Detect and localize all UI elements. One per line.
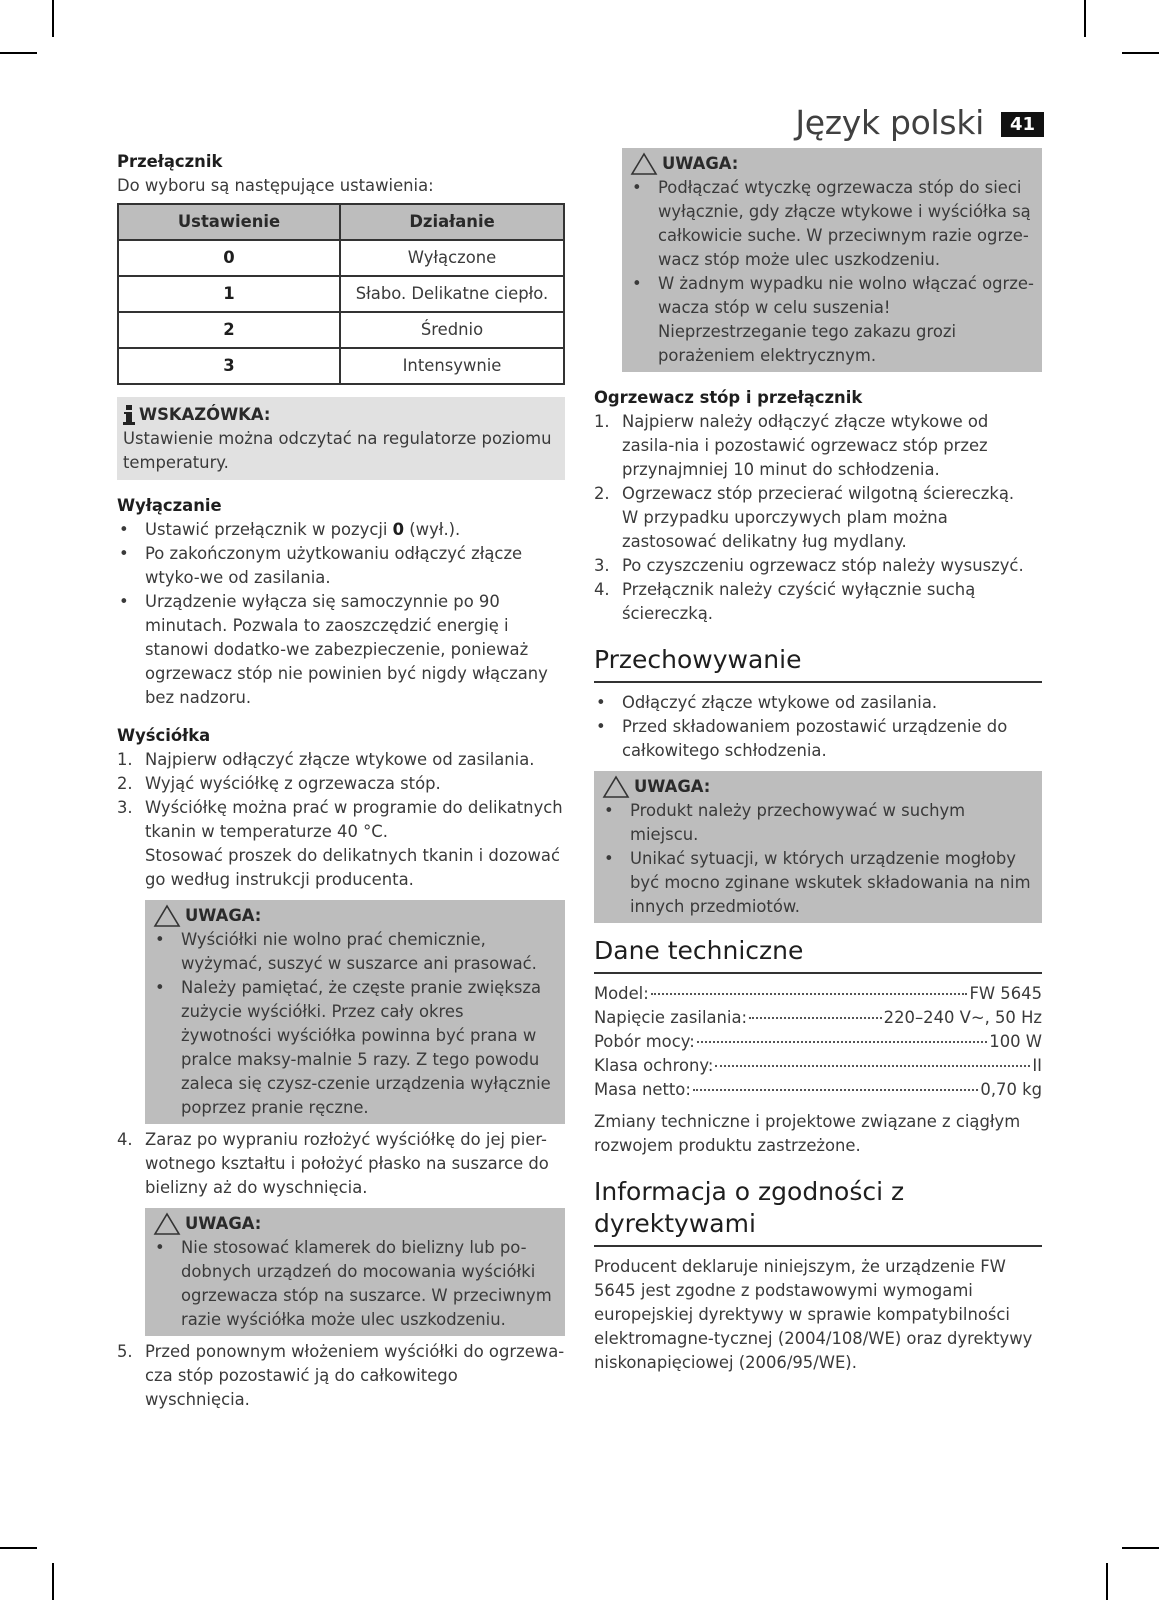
conformity-heading: Informacja o zgodności z dyrektywami	[594, 1176, 1042, 1247]
spec-value: 220–240 V~, 50 Hz	[883, 1008, 1042, 1027]
off-list	[117, 518, 565, 710]
table-cell-setting: 1	[118, 276, 340, 312]
crop-mark	[1084, 0, 1086, 37]
table-row	[118, 348, 564, 384]
table-row	[118, 312, 564, 348]
step-text: Przełącznik należy czyścić wyłącznie suchą ściereczką.	[622, 580, 976, 623]
table-cell-action: Słabo. Delikatne ciepło.	[340, 276, 564, 312]
spec-label: Napięcie zasilania:	[594, 1008, 748, 1027]
step-number: 5.	[117, 1342, 133, 1361]
spec-label: Model:	[594, 984, 649, 1003]
crop-mark	[52, 0, 54, 37]
conformity-text: Producent deklaruje niniejszym, że urządzenie FW 5645 jest zgodne z podstawowymi wymogami europejskiej dyrektywy w sprawie kompatybilności elektromagne-tycznej (2004/108/WE) oraz dyrektywy niskonapięciowej (2006/95/WE).	[594, 1257, 1033, 1372]
warning-triangle-icon	[602, 775, 630, 799]
step-text: Przed ponownym włożeniem wyściółki do ogrzewa-cza stóp pozostawić ją do całkowitego wyschnięcia.	[145, 1342, 565, 1409]
warning-title	[153, 1212, 557, 1236]
tech-heading: Dane techniczne	[594, 935, 1042, 974]
warning-triangle-icon	[630, 152, 658, 176]
table-cell-action: Średnio	[340, 312, 564, 348]
step-number: 4.	[117, 1130, 133, 1149]
step-number: 4.	[594, 580, 610, 599]
language-title: Język polski	[795, 103, 984, 142]
table-row	[118, 276, 564, 312]
step-number: 3.	[594, 556, 610, 575]
hint-box	[117, 397, 565, 480]
table-cell-setting: 2	[118, 312, 340, 348]
warning-box	[145, 900, 565, 1124]
step-item	[117, 748, 565, 772]
tech-note: Zmiany techniczne i projektowe związane z ciągłym rozwojem produktu zastrzeżone.	[594, 1112, 1021, 1155]
list-item: • Odłączyć złącze wtykowe od zasilania.	[594, 691, 1042, 715]
page-header	[795, 103, 1044, 142]
warning-title	[153, 904, 557, 928]
list-item: • W żadnym wypadku nie wolno włączać ogrze-wacza stóp w celu suszenia! Nieprzestrzeganie tego zakazu grozi porażeniem elektrycznym.	[630, 272, 1034, 368]
switch-heading: Przełącznik	[117, 152, 223, 171]
warning-title-text: UWAGA:	[634, 777, 711, 796]
warning-triangle-icon	[153, 1212, 181, 1236]
list-item: • Podłączać wtyczkę ogrzewacza stóp do sieci wyłącznie, gdy złącze wtykowe i wyściółka są całkowicie suche. W przeciwnym razie ogrze-wacz stóp może ulec uszkodzeniu.	[630, 176, 1034, 272]
page-number: 41	[1001, 112, 1044, 137]
step-text: Ogrzewacz stóp przecierać wilgotną ściereczką.	[622, 484, 1015, 503]
right-column	[594, 148, 1042, 1375]
spec-row	[594, 1006, 1042, 1030]
warning-box	[594, 771, 1042, 923]
step-number: 3.	[117, 798, 133, 817]
step-text: Po czyszczeniu ogrzewacz stóp należy wysuszyć.	[622, 556, 1024, 575]
list-item-text: Ustawić przełącznik w pozycji	[145, 520, 393, 539]
storage-heading: Przechowywanie	[594, 644, 1042, 683]
spec-value: FW 5645	[969, 984, 1042, 1003]
liner-heading: Wyściółka	[117, 726, 211, 745]
spec-list	[594, 982, 1042, 1102]
warning-title-text: UWAGA:	[662, 154, 739, 173]
step-item	[594, 554, 1042, 578]
spec-row	[594, 982, 1042, 1006]
step-item	[117, 796, 565, 1124]
list-item: • Przed składowaniem pozostawić urządzenie do całkowitego schłodzenia.	[594, 715, 1042, 763]
spec-row	[594, 1030, 1042, 1054]
table-cell-action: Intensywnie	[340, 348, 564, 384]
step-item	[117, 1340, 565, 1412]
warning-box	[622, 148, 1042, 372]
warning-title-text: UWAGA:	[185, 906, 262, 925]
step-text: Stosować proszek do delikatnych tkanin i dozować go według instrukcji producenta.	[145, 846, 560, 889]
step-number: 1.	[594, 412, 610, 431]
settings-table	[117, 203, 565, 385]
step-text: Wyściółkę można prać w programie do delikatnych tkanin w temperaturze 40 °C.	[145, 798, 563, 841]
off-heading: Wyłączanie	[117, 496, 222, 515]
table-header: Ustawienie	[118, 204, 340, 240]
step-text: Najpierw należy odłączyć złącze wtykowe od zasila-nia i pozostawić ogrzewacz stóp przez przynajmniej 10 minut do schłodzenia.	[622, 412, 989, 479]
crop-mark	[52, 1563, 54, 1600]
spec-row	[594, 1078, 1042, 1102]
liner-steps	[117, 748, 565, 1412]
step-item	[594, 482, 1042, 554]
crop-mark	[0, 52, 37, 54]
step-text: Zaraz po wypraniu rozłożyć wyściółkę do jej pier-wotnego kształtu i położyć płasko na suszarce do bielizny aż do wyschnięcia.	[145, 1130, 549, 1197]
crop-mark	[0, 1547, 37, 1549]
left-column	[117, 150, 565, 1412]
list-item: • Produkt należy przechowywać w suchym miejscu.	[602, 799, 1034, 847]
spec-value: 0,70 kg	[980, 1080, 1042, 1099]
crop-mark	[1106, 1563, 1108, 1600]
position-value: 0	[392, 520, 405, 539]
spec-label: Masa netto:	[594, 1080, 691, 1099]
warning-box	[145, 1208, 565, 1336]
spec-label: Klasa ochrony:	[594, 1056, 714, 1075]
warning-title	[602, 775, 1034, 799]
table-cell-action: Wyłączone	[340, 240, 564, 276]
step-text: Wyjąć wyściółkę z ogrzewacza stóp.	[145, 774, 441, 793]
warning-list	[602, 799, 1034, 919]
list-item: • Unikać sytuacji, w których urządzenie mogłoby być mocno zginane wskutek składowania na nim innych przedmiotów.	[602, 847, 1034, 919]
spec-value: 100 W	[989, 1032, 1042, 1051]
step-item	[117, 1128, 565, 1336]
table-cell-setting: 0	[118, 240, 340, 276]
heater-heading: Ogrzewacz stóp i przełącznik	[594, 388, 863, 407]
step-text: Najpierw odłączyć złącze wtykowe od zasilania.	[145, 750, 535, 769]
step-number: 2.	[594, 484, 610, 503]
hint-title	[123, 403, 557, 427]
info-icon	[123, 405, 135, 425]
list-item: • Wyściółki nie wolno prać chemicznie, wyżymać, suszyć w suszarce ani prasować.	[153, 928, 557, 976]
heater-steps	[594, 410, 1042, 626]
table-header-row	[118, 204, 564, 240]
crop-mark	[1122, 1547, 1159, 1549]
step-number: 2.	[117, 774, 133, 793]
list-item: • Należy pamiętać, że częste pranie zwiększa zużycie wyściółki. Przez cały okres żywotności wyściółka powinna być prana w pralce maksy-malnie 5 razy. Z tego powodu zaleca się czysz-czenie urządzenia wyłącznie poprzez pranie ręczne.	[153, 976, 557, 1120]
table-cell-setting: 3	[118, 348, 340, 384]
spec-value: II	[1032, 1056, 1042, 1075]
step-item	[594, 578, 1042, 626]
spec-label: Pobór mocy:	[594, 1032, 695, 1051]
step-number: 1.	[117, 750, 133, 769]
hint-text: Ustawienie można odczytać na regulatorze poziomu temperatury.	[123, 429, 552, 472]
step-text: W przypadku uporczywych plam można zastosować delikatny ług mydlany.	[622, 508, 948, 551]
warning-title	[630, 152, 1034, 176]
step-item	[594, 410, 1042, 482]
switch-intro: Do wyboru są następujące ustawienia:	[117, 176, 434, 195]
warning-triangle-icon	[153, 904, 181, 928]
table-row	[118, 240, 564, 276]
warning-list	[153, 928, 557, 1120]
list-item-text: (wył.).	[404, 520, 461, 539]
hint-title-text: WSKAZÓWKA:	[139, 405, 271, 424]
table-header: Działanie	[340, 204, 564, 240]
warning-list	[153, 1236, 557, 1332]
crop-mark	[1122, 52, 1159, 54]
list-item: • Po zakończonym użytkowaniu odłączyć złącze wtyko-we od zasilania.	[117, 542, 565, 590]
list-item: • Nie stosować klamerek do bielizny lub po-dobnych urządzeń do mocowania wyściółki ogrzewacza stóp na suszarce. W przeciwnym razie wyściółka może ulec uszkodzeniu.	[153, 1236, 557, 1332]
warning-list	[630, 176, 1034, 368]
list-item	[117, 518, 565, 542]
warning-title-text: UWAGA:	[185, 1214, 262, 1233]
storage-list	[594, 691, 1042, 763]
step-item	[117, 772, 565, 796]
list-item: • Urządzenie wyłącza się samoczynnie po 90 minutach. Pozwala to zaoszczędzić energię i stanowi dodatko-we zabezpieczenie, ponieważ ogrzewacz stóp nie powinien być nigdy włączany bez nadzoru.	[117, 590, 565, 710]
spec-row	[594, 1054, 1042, 1078]
